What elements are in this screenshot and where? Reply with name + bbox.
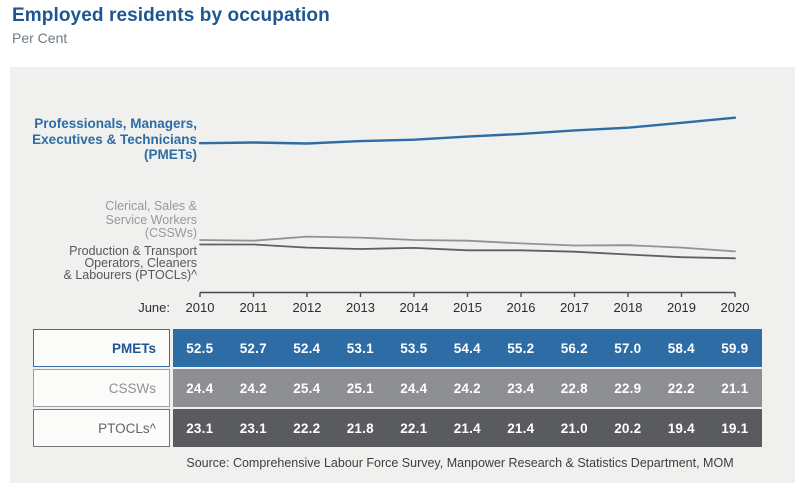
series-label-ptocls: [0, 245, 197, 281]
table-cell: 52.7: [227, 329, 281, 367]
table-cell: 21.0: [548, 409, 602, 447]
table-cell: 25.1: [334, 369, 388, 407]
x-tick-label: 2017: [560, 300, 589, 315]
x-tick-label: 2012: [292, 300, 322, 315]
table-cell: 22.2: [280, 409, 334, 447]
series-label-cssws: [0, 200, 197, 241]
table-cell: 23.4: [494, 369, 548, 407]
table-cell: 19.1: [708, 409, 762, 447]
page-title: Employed residents by occupation: [12, 5, 330, 26]
series-label-line: Production & Transport: [69, 244, 197, 258]
table-cell: 22.8: [548, 369, 602, 407]
table-cell: 24.2: [441, 369, 495, 407]
series-label-pmets: [0, 116, 197, 163]
table-cell: 53.1: [334, 329, 388, 367]
table-cell: 52.5: [173, 329, 227, 367]
table-cell: 56.2: [548, 329, 602, 367]
table-cell: 58.4: [655, 329, 709, 367]
x-tick-label: 2014: [399, 300, 429, 315]
table-cell: 23.1: [227, 409, 281, 447]
series-label-line: & Labourers (PTOCLs)^: [63, 268, 197, 282]
x-axis-prefix-label: June:: [138, 300, 170, 315]
x-tick-label: 2018: [613, 300, 643, 315]
table-cell: 24.4: [173, 369, 227, 407]
table-row-label: PMETs: [33, 329, 170, 367]
x-tick-label: 2010: [185, 300, 215, 315]
table-cell: 24.2: [227, 369, 281, 407]
table-cell: 21.4: [441, 409, 495, 447]
table-cell: 23.1: [173, 409, 227, 447]
series-label-line: Service Workers: [105, 212, 197, 227]
source-note: Source: Comprehensive Labour Force Survey, Manpower Research & Statistics Department, MOM: [186, 456, 734, 470]
table-cell: 21.1: [708, 369, 762, 407]
table-cell: 19.4: [655, 409, 709, 447]
x-tick-label: 2020: [720, 300, 750, 315]
x-tick-label: 2016: [506, 300, 536, 315]
x-tick-label: 2013: [346, 300, 375, 315]
table-cell: 22.2: [655, 369, 709, 407]
x-tick-label: 2015: [453, 300, 482, 315]
table-cell: 54.4: [441, 329, 495, 367]
series-label-line: Clerical, Sales &: [105, 199, 197, 213]
table-row-label: CSSWs: [33, 369, 170, 407]
table-cell: 20.2: [601, 409, 655, 447]
series-label-line: (PMETs): [144, 147, 197, 162]
x-tick-label: 2019: [667, 300, 696, 315]
table-cell: 21.4: [494, 409, 548, 447]
table-row-label: PTOCLs^: [33, 409, 170, 447]
table-cell: 22.9: [601, 369, 655, 407]
table-cell: 21.8: [334, 409, 388, 447]
series-label-line: Operators, Cleaners: [84, 256, 197, 270]
table-cell: 22.1: [387, 409, 441, 447]
table-cell: 57.0: [601, 329, 655, 367]
table-cell: 55.2: [494, 329, 548, 367]
table-cell: 52.4: [280, 329, 334, 367]
data-table: [33, 329, 762, 447]
x-tick-label: 2011: [239, 300, 268, 315]
table-cell: 53.5: [387, 329, 441, 367]
series-label-line: (CSSWs): [144, 226, 197, 240]
table-cell: 25.4: [280, 369, 334, 407]
table-cell: 24.4: [387, 369, 441, 407]
table-cell: 59.9: [708, 329, 762, 367]
page-subtitle: Per Cent: [12, 30, 68, 46]
series-label-line: Professionals, Managers,: [34, 116, 197, 131]
series-label-line: Executives & Technicians: [32, 131, 197, 147]
